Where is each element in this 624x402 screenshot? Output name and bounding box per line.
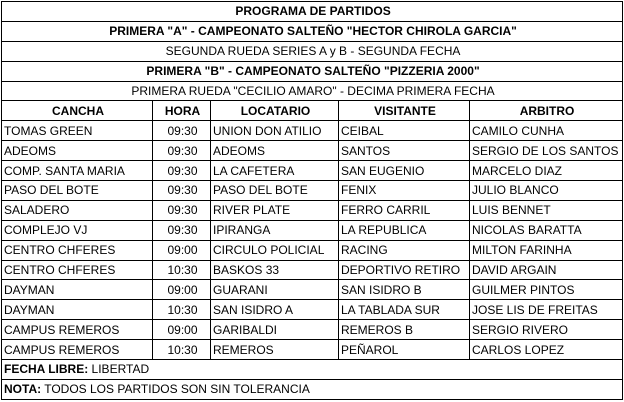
locatario-cell: ADEOMS: [211, 141, 339, 161]
primera-b-heading: PRIMERA "B" - CAMPEONATO SALTEÑO "PIZZERIA 2000": [2, 61, 623, 81]
visitante-cell: CEIBAL: [339, 121, 470, 141]
cancha-cell: CAMPUS REMEROS: [2, 340, 153, 360]
cancha-cell: COMP. SANTA MARIA: [2, 161, 153, 181]
primera-b-subheading: PRIMERA RUEDA "CECILIO AMARO" - DECIMA PRIMERA FECHA: [2, 81, 623, 101]
column-header-cancha: CANCHA: [2, 101, 153, 121]
locatario-cell: BASKOS 33: [211, 260, 339, 280]
cancha-cell: TOMAS GREEN: [2, 121, 153, 141]
cancha-cell: CENTRO CHFERES: [2, 260, 153, 280]
column-header-visitante: VISITANTE: [339, 101, 470, 121]
visitante-cell: REMEROS B: [339, 320, 470, 340]
arbitro-cell: SERGIO DE LOS SANTOS: [470, 141, 623, 161]
arbitro-cell: CARLOS LOPEZ: [470, 340, 623, 360]
nota-label: NOTA:: [4, 382, 42, 397]
locatario-cell: CIRCULO POLICIAL: [211, 240, 339, 260]
nota-value: TODOS LOS PARTIDOS SON SIN TOLERANCIA: [41, 382, 310, 397]
locatario-cell: REMEROS: [211, 340, 339, 360]
primera-a-sub-row: [2, 41, 623, 61]
table-row: [2, 220, 623, 240]
locatario-cell: IPIRANGA: [211, 220, 339, 240]
cancha-cell: CAMPUS REMEROS: [2, 320, 153, 340]
primera-a-heading: PRIMERA "A" - CAMPEONATO SALTEÑO "HECTOR CHIROLA GARCIA": [2, 21, 623, 41]
cancha-cell: PASO DEL BOTE: [2, 181, 153, 201]
hora-cell: 09:30: [153, 181, 211, 201]
column-header-row: [2, 101, 623, 121]
locatario-cell: GUARANI: [211, 280, 339, 300]
visitante-cell: SAN ISIDRO B: [339, 280, 470, 300]
column-header-hora: HORA: [153, 101, 211, 121]
cancha-cell: DAYMAN: [2, 280, 153, 300]
table-row: [2, 260, 623, 280]
visitante-cell: SAN EUGENIO: [339, 161, 470, 181]
arbitro-cell: MARCELO DIAZ: [470, 161, 623, 181]
arbitro-cell: NICOLAS BARATTA: [470, 220, 623, 240]
column-header-arbitro: ARBITRO: [470, 101, 623, 121]
match-schedule-table: [1, 1, 623, 400]
hora-cell: 09:00: [153, 280, 211, 300]
table-row: [2, 181, 623, 201]
visitante-cell: LA REPUBLICA: [339, 220, 470, 240]
visitante-cell: RACING: [339, 240, 470, 260]
locatario-cell: GARIBALDI: [211, 320, 339, 340]
hora-cell: 09:30: [153, 200, 211, 220]
table-row: [2, 121, 623, 141]
visitante-cell: FENIX: [339, 181, 470, 201]
cancha-cell: DAYMAN: [2, 300, 153, 320]
hora-cell: 09:30: [153, 161, 211, 181]
hora-cell: 10:30: [153, 260, 211, 280]
table-row: [2, 320, 623, 340]
hora-cell: 09:00: [153, 320, 211, 340]
arbitro-cell: SERGIO RIVERO: [470, 320, 623, 340]
hora-cell: 09:30: [153, 121, 211, 141]
cancha-cell: CENTRO CHFERES: [2, 240, 153, 260]
hora-cell: 10:30: [153, 340, 211, 360]
primera-a-row: [2, 21, 623, 41]
visitante-cell: PEÑAROL: [339, 340, 470, 360]
cancha-cell: COMPLEJO VJ: [2, 220, 153, 240]
locatario-cell: UNION DON ATILIO: [211, 121, 339, 141]
arbitro-cell: MILTON FARINHA: [470, 240, 623, 260]
table-row: [2, 200, 623, 220]
arbitro-cell: LUIS BENNET: [470, 200, 623, 220]
arbitro-cell: DAVID ARGAIN: [470, 260, 623, 280]
hora-cell: 09:00: [153, 240, 211, 260]
fecha-libre-value: LIBERTAD: [88, 362, 150, 377]
primera-b-row: [2, 61, 623, 81]
title-row: [2, 2, 623, 22]
visitante-cell: FERRO CARRIL: [339, 200, 470, 220]
hora-cell: 10:30: [153, 300, 211, 320]
table-row: [2, 240, 623, 260]
arbitro-cell: GUILMER PINTOS: [470, 280, 623, 300]
arbitro-cell: JOSE LIS DE FREITAS: [470, 300, 623, 320]
visitante-cell: LA TABLADA SUR: [339, 300, 470, 320]
locatario-cell: PASO DEL BOTE: [211, 181, 339, 201]
arbitro-cell: JULIO BLANCO: [470, 181, 623, 201]
locatario-cell: RIVER PLATE: [211, 200, 339, 220]
table-row: [2, 340, 623, 360]
primera-a-subheading: SEGUNDA RUEDA SERIES A y B - SEGUNDA FECHA: [2, 41, 623, 61]
schedule-title: PROGRAMA DE PARTIDOS: [2, 2, 623, 22]
visitante-cell: SANTOS: [339, 141, 470, 161]
cancha-cell: SALADERO: [2, 200, 153, 220]
table-row: [2, 280, 623, 300]
nota-row: [2, 379, 623, 399]
visitante-cell: DEPORTIVO RETIRO: [339, 260, 470, 280]
table-row: [2, 141, 623, 161]
cancha-cell: ADEOMS: [2, 141, 153, 161]
locatario-cell: LA CAFETERA: [211, 161, 339, 181]
arbitro-cell: CAMILO CUNHA: [470, 121, 623, 141]
hora-cell: 09:30: [153, 220, 211, 240]
primera-b-sub-row: [2, 81, 623, 101]
fecha-libre-label: FECHA LIBRE:: [4, 362, 89, 377]
column-header-locatario: LOCATARIO: [211, 101, 339, 121]
table-row: [2, 300, 623, 320]
fecha-libre-cell: [2, 360, 623, 380]
hora-cell: 09:30: [153, 141, 211, 161]
fecha-libre-row: [2, 360, 623, 380]
table-row: [2, 161, 623, 181]
locatario-cell: SAN ISIDRO A: [211, 300, 339, 320]
nota-cell: [2, 379, 623, 399]
